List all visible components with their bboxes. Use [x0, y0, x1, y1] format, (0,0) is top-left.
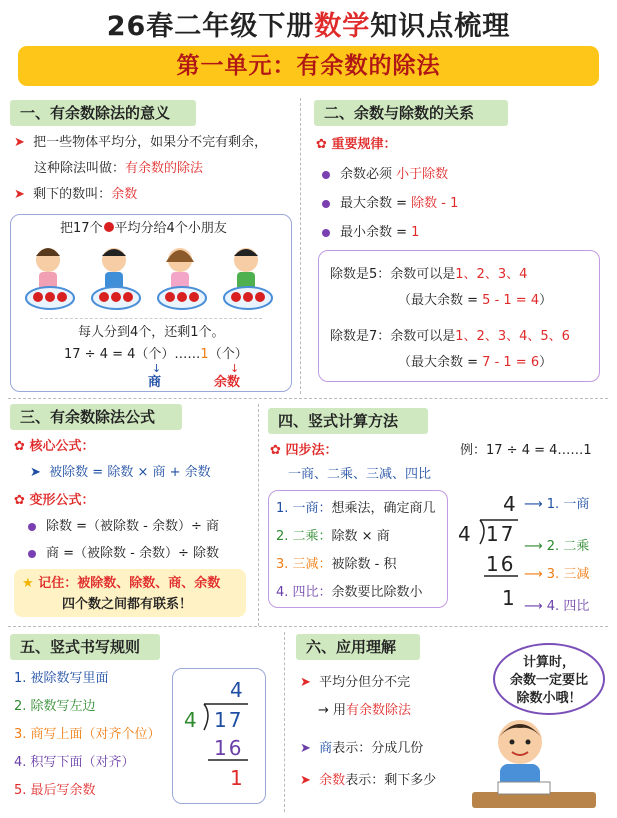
flower-icon: ✿ — [14, 493, 25, 508]
arrow-right-icon: ⟶ — [524, 599, 543, 614]
bubble-line3: 除数小哦！ — [516, 691, 582, 706]
rule-3: 最小余数 = 1 — [322, 224, 419, 242]
divisor-digit: 4 — [184, 708, 197, 732]
rule5-1: 1. 被除数写里面 — [14, 671, 109, 686]
example-label: 例：17 ÷ 4 = 4……1 — [460, 443, 592, 458]
arrow-down-icon: ↓ — [230, 362, 240, 375]
red-arrow-icon: ➤ — [14, 135, 25, 150]
arrow-right-icon: ⟶ — [524, 539, 543, 554]
title-highlight: 数学 — [314, 11, 371, 42]
apple-icon — [104, 222, 114, 232]
rule-title: ✿ 重要规律： — [316, 137, 397, 152]
flower-icon: ✿ — [14, 439, 25, 454]
bullet-icon — [322, 229, 330, 237]
section6-heading: 六、应用理解 — [296, 634, 420, 660]
remainder-label: 余数 — [214, 375, 241, 390]
red-arrow-icon: ➤ — [300, 773, 311, 788]
annotation-3: ⟶ 3. 三减 — [524, 567, 590, 582]
flower-icon: ✿ — [270, 443, 281, 458]
dividend-digits: 17 — [486, 522, 516, 546]
arrow-down-icon: ↓ — [152, 362, 162, 375]
example-7-max: （最大余数 = 7 - 1 = 6） — [398, 355, 553, 370]
step-2: 2. 二乘：除数 × 商 — [276, 529, 390, 544]
dashed-line — [40, 318, 262, 319]
s1-line1: ➤ 把一些物体平均分，如果分不完有剩余， — [14, 135, 268, 150]
divider — [8, 398, 608, 399]
page-title — [0, 4, 617, 43]
quotient-digit: 4 — [230, 678, 243, 702]
remainder-digit: 1 — [230, 766, 243, 790]
star-icon: ★ — [22, 576, 34, 591]
section4-heading: 四、竖式计算方法 — [268, 408, 428, 434]
bubble-line1: 计算时， — [522, 655, 575, 670]
section2-heading: 二、余数与除数的关系 — [314, 100, 508, 126]
section1-heading: 一、有余数除法的意义 — [10, 100, 196, 126]
remainder-digit: 1 — [502, 586, 515, 610]
app-line1: ➤ 平均分但分不完 — [300, 675, 411, 690]
bullet-icon — [322, 171, 330, 179]
step-3: 3. 三减：被除数 - 积 — [276, 557, 397, 572]
arrow-right-icon: ⟶ — [524, 567, 543, 582]
divider — [284, 632, 285, 812]
variant-1: 除数 =（被除数 - 余数）÷ 商 — [28, 518, 219, 536]
apple-plates — [24, 284, 286, 314]
student-reading-icon — [462, 708, 602, 812]
red-arrow-icon: ➤ — [14, 187, 25, 202]
divider — [258, 404, 259, 626]
annotation-1: ⟶ 1. 一商 — [524, 497, 590, 512]
variant-title: ✿ 变形公式： — [14, 493, 95, 508]
example-title: 把17个 平均分给4个小朋友 — [60, 221, 227, 236]
tip-line2: 四个数之间都有联系！ — [62, 597, 193, 612]
rule5-3: 3. 商写上面（对齐个位） — [14, 727, 161, 742]
rule-2: 最大余数 = 除数 - 1 — [322, 195, 458, 213]
divisor-digit: 4 — [458, 522, 471, 546]
tip-line1: ★ 记住：被除数、除数、商、余数 — [22, 576, 221, 591]
bullet-icon — [28, 523, 36, 531]
annotation-2: ⟶ 2. 二乘 — [524, 539, 590, 554]
section5-heading: 五、竖式书写规则 — [10, 634, 160, 660]
quotient-label: 商 — [148, 375, 162, 390]
red-arrow-icon: ➤ — [300, 675, 311, 690]
divider — [300, 98, 301, 394]
rule-1: 余数必须 小于除数 — [322, 166, 448, 184]
core-formula: ➤ 被除数 = 除数 × 商 + 余数 — [30, 465, 211, 480]
example-divisor-7: 除数是7：余数可以是1、2、3、4、5、6 — [330, 329, 570, 344]
annotation-4: ⟶ 4. 四比 — [524, 599, 590, 614]
unit-banner: 第一单元：有余数的除法 — [18, 46, 599, 86]
title-suffix: 知识点梳理 — [370, 11, 511, 42]
flower-icon: ✿ — [316, 137, 327, 152]
arrow-right-icon: ➤ — [300, 741, 311, 756]
app-line4: ➤ 余数表示：剩下多少 — [300, 773, 437, 788]
dividend-digits: 17 — [214, 708, 244, 732]
title-prefix: 26春二年级下册 — [106, 11, 315, 42]
example-equation: 17 ÷ 4 = 4（个）……1（个） — [64, 347, 248, 362]
quotient-digit: 4 — [503, 492, 516, 516]
example-divisor-5: 除数是5：余数可以是1、2、3、4 — [330, 267, 528, 282]
s1-line3: ➤ 剩下的数叫：余数 — [14, 187, 138, 202]
product-digits: 16 — [214, 736, 244, 760]
rule5-5: 5. 最后写余数 — [14, 783, 96, 798]
arrow-right-icon: ➤ — [30, 465, 41, 480]
app-line2: → 用有余数除法 — [318, 703, 412, 718]
section3-heading: 三、有余数除法公式 — [10, 404, 182, 430]
example-5-max: （最大余数 = 5 - 1 = 4） — [398, 293, 553, 308]
variant-2: 商 =（被除数 - 余数）÷ 除数 — [28, 545, 219, 563]
steps-sub: 一商、二乘、三减、四比 — [288, 467, 432, 482]
steps-title: ✿ 四步法： — [270, 443, 338, 458]
arrow-right-icon: ⟶ — [524, 497, 543, 512]
rule5-2: 2. 除数写左边 — [14, 699, 96, 714]
s1-line2: 这种除法叫做：有余数的除法 — [34, 161, 204, 176]
example-result: 每人分到4个，还剩1个。 — [78, 325, 225, 340]
bullet-icon — [322, 200, 330, 208]
bullet-icon — [28, 550, 36, 558]
core-title: ✿ 核心公式： — [14, 439, 95, 454]
app-line3: ➤ 商表示：分成几份 — [300, 741, 424, 756]
rule5-4: 4. 积写下面（对齐） — [14, 755, 135, 770]
product-digits: 16 — [486, 552, 516, 576]
step-4: 4. 四比：余数要比除数小 — [276, 585, 423, 600]
bubble-line2: 余数一定要比 — [509, 673, 588, 688]
step-1: 1. 一商：想乘法，确定商几 — [276, 501, 436, 516]
divider — [8, 626, 608, 627]
